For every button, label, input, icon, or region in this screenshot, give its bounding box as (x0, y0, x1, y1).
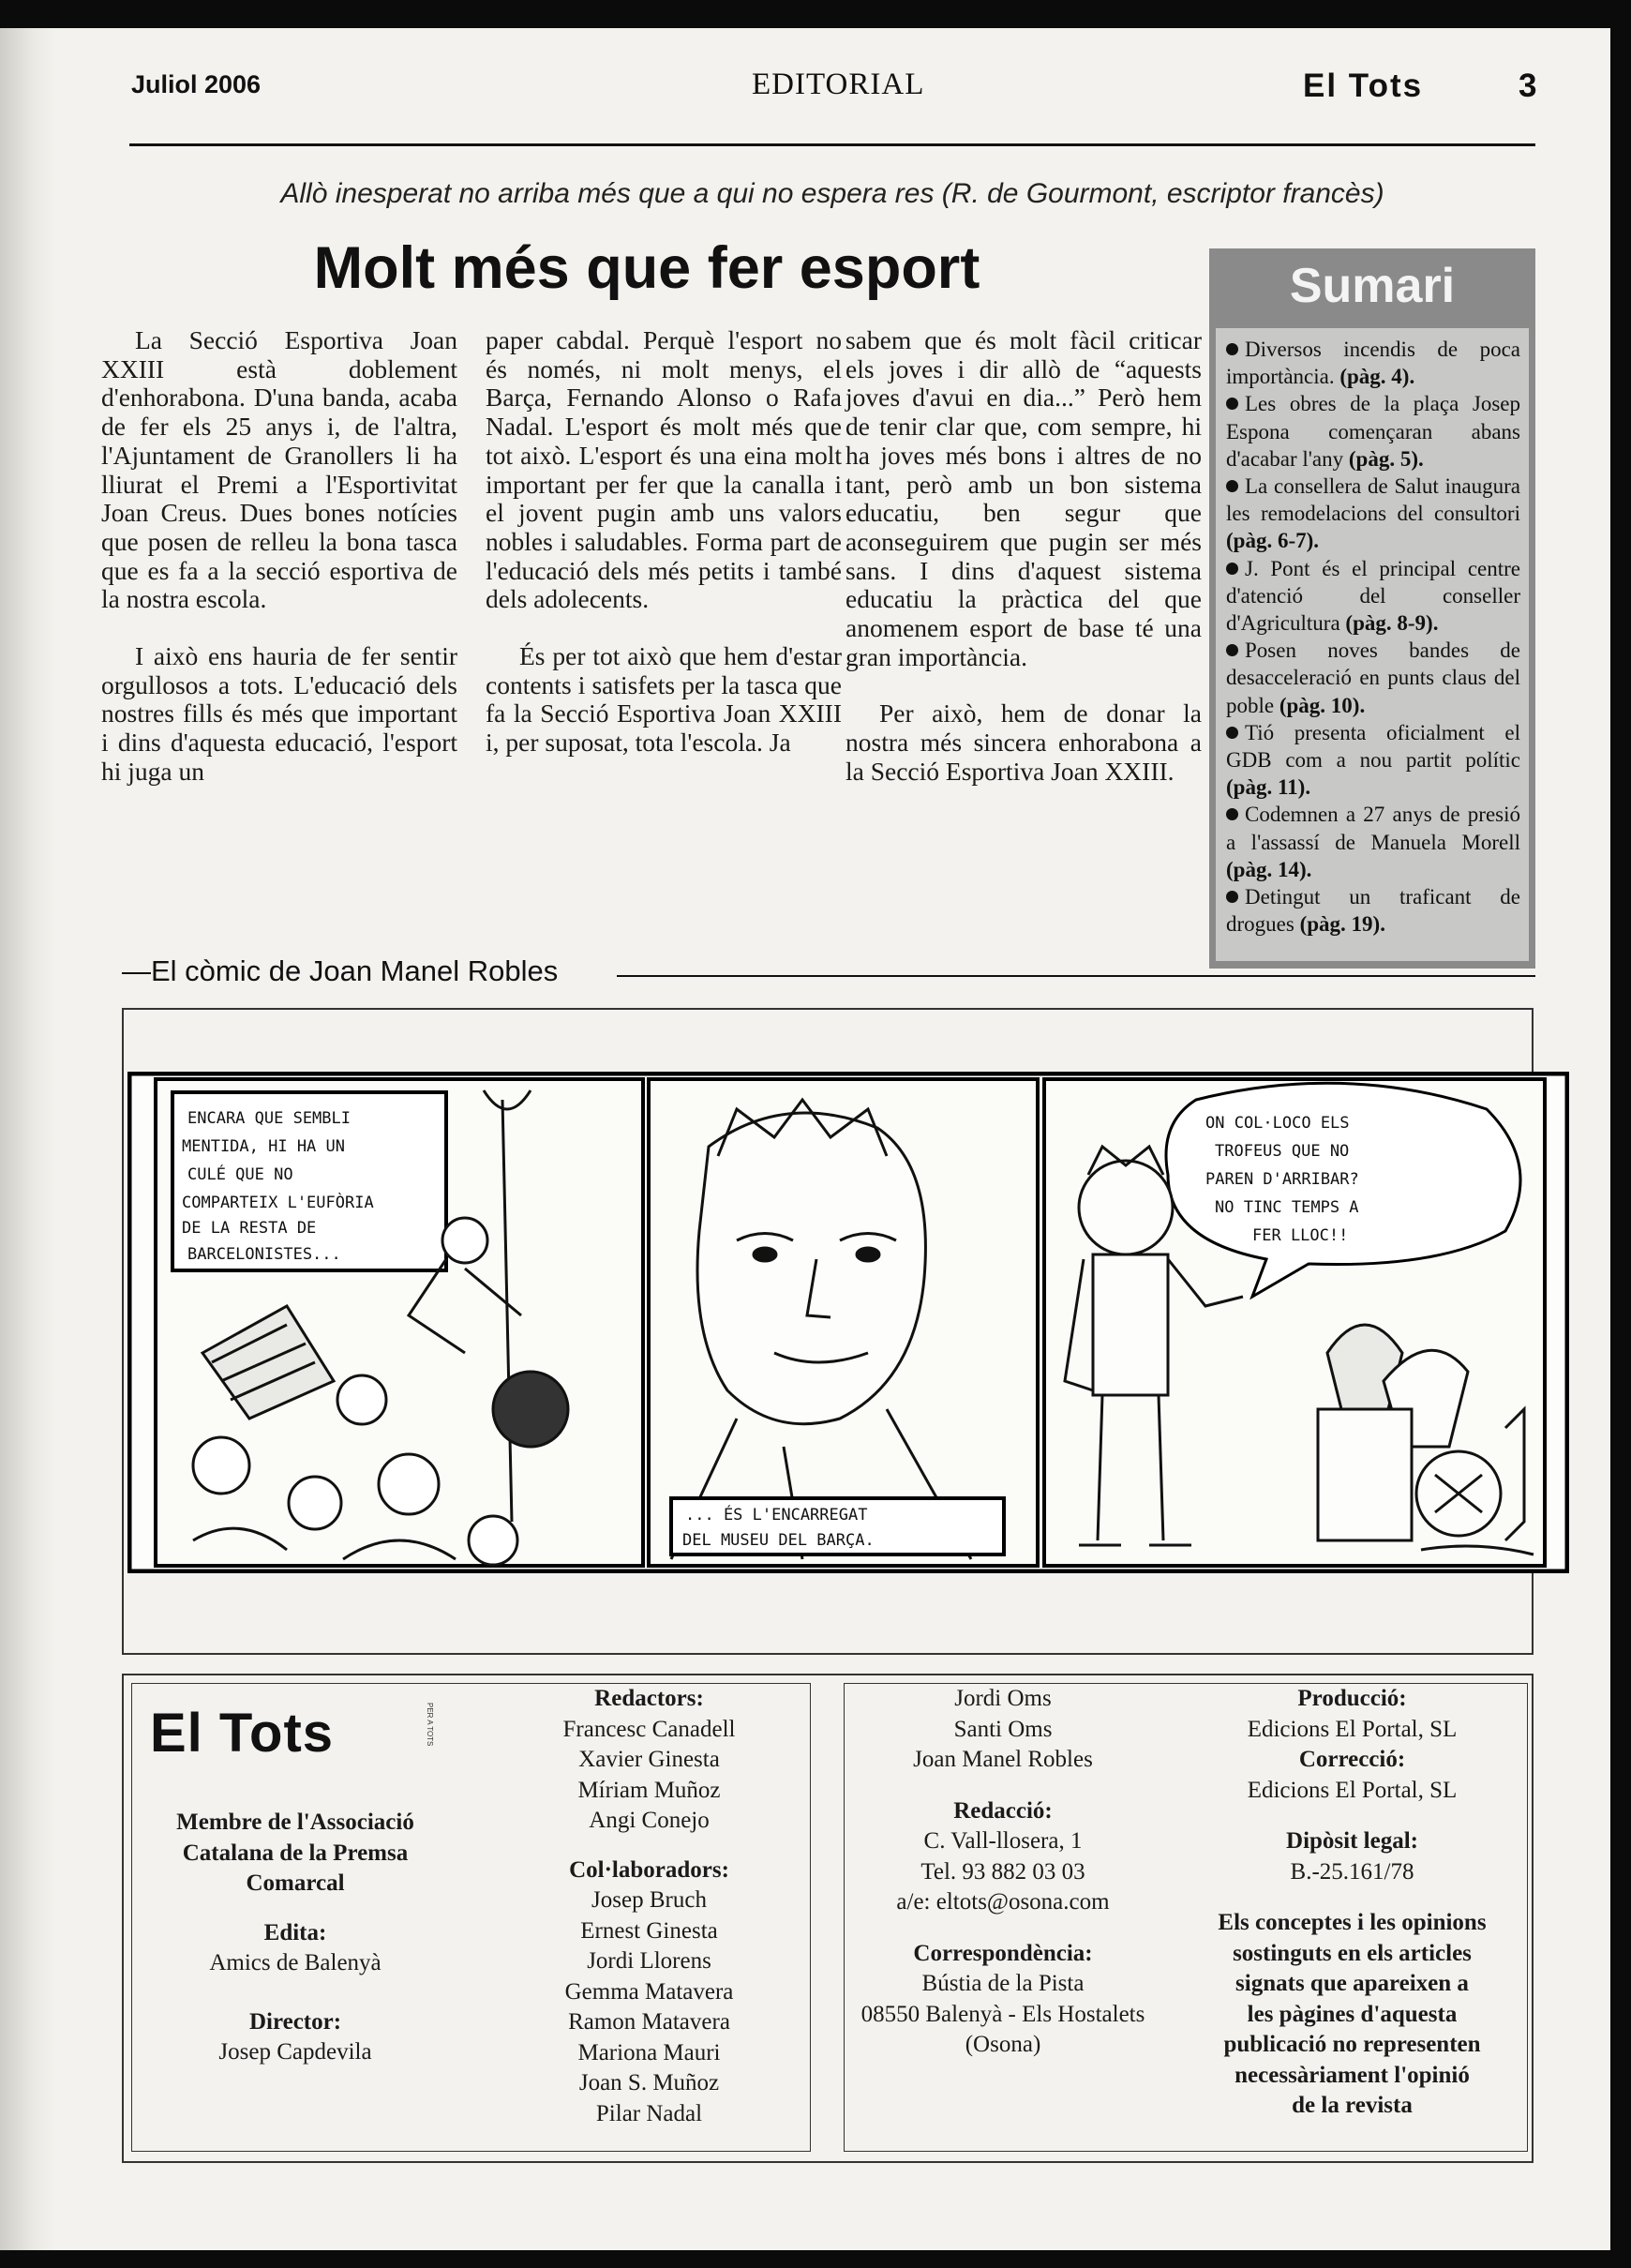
comic-caption-line: BARCELONISTES... (187, 1245, 341, 1264)
collaborador-name: Santi Oms (953, 1716, 1053, 1742)
section-title: EDITORIAL (752, 68, 925, 101)
director-value: Josep Capdevila (218, 2039, 372, 2065)
comic-caption-line: ... ÉS L'ENCARREGAT (685, 1506, 868, 1525)
article-paragraph: La Secció Esportiva Joan XXIII està doblement d'enhorabona. D'una banda, acaba de fer els 25 anys i, de l'altra, l'Ajuntament de Granollers li ha lliurat el Premi a l'Esportivitat Joan Creus. Dues bones notícies que posen de relleu la bona tasca que es fa a la secció esportiva de la nostra escola. (101, 325, 457, 614)
summary-item: Tió presenta oficialment el GDB com a nou partit polític (pàg. 11). (1226, 720, 1520, 800)
edita-value: Amics de Balenyà (209, 1950, 382, 1975)
edita-label: Edita: (263, 1919, 327, 1945)
publication-name: El Tots (1303, 68, 1424, 104)
bubble-line: ON COL·LOCO ELS (1205, 1114, 1350, 1133)
correccio-value: Edicions El Portal, SL (1247, 1777, 1458, 1803)
diposit-label: Dipòsit legal: (1286, 1828, 1418, 1854)
redactor-name: Míriam Muñoz (577, 1777, 721, 1803)
redaccio-line: Tel. 93 882 03 03 (920, 1858, 1085, 1885)
collaborador-name: Ramon Matavera (568, 2009, 730, 2035)
member-line: Comarcal (246, 1870, 345, 1896)
bullet-icon (1226, 480, 1238, 492)
article-paragraph: paper cabdal. Perquè l'esport no és només, ni molt menys, el Barça, Fernando Alonso o Rafa Nadal. L'esport és molt més que tot això. L'esport és una eina molt important per fer que la canalla i el jovent pugin amb uns valors nobles i saludables. Forma part de l'educació dels més petits i també dels adolecents. (486, 325, 842, 614)
bullet-icon (1226, 644, 1238, 656)
comic-panel-2 (649, 1079, 1038, 1566)
masthead-col-4 (1186, 1684, 1519, 2122)
redactor-name: Angi Conejo (589, 1808, 710, 1833)
disclaimer-line: signats que apareixen a (1235, 1971, 1469, 1996)
summary-list (1226, 336, 1520, 938)
redactor-name: Francesc Canadell (562, 1716, 736, 1742)
comic-strip (127, 1072, 1569, 1573)
bullet-icon (1226, 563, 1238, 575)
redaccio-line: a/e: eltots@osona.com (896, 1889, 1110, 1915)
collaborador-name: Mariona Mauri (577, 2039, 721, 2065)
publication-logo: El Tots (150, 1703, 335, 1764)
collaborador-name: Jordi Oms (954, 1686, 1052, 1711)
member-line: Membre de l'Associació (176, 1810, 414, 1835)
comic-caption-line: COMPARTEIX L'EUFÒRIA (182, 1194, 374, 1212)
member-line: Catalana de la Premsa (182, 1840, 409, 1866)
summary-title: Sumari (1289, 259, 1456, 313)
summary-item: Posen noves bandes de desacceleració en punts claus del poble (pàg. 10). (1226, 638, 1520, 717)
disclaimer-line: de la revista (1292, 2093, 1413, 2118)
epigraph-quote: Allò inesperat no arriba més que a qui no espera res (R. de Gourmont, escriptor francès) (280, 178, 1384, 209)
comic-caption-line: CULÉ QUE NO (187, 1165, 293, 1184)
collaborador-name: Ernest Ginesta (580, 1917, 718, 1944)
collaborador-name: Pilar Nadal (595, 2100, 703, 2126)
director-label: Director: (248, 2008, 342, 2035)
bubble-line: PAREN D'ARRIBAR? (1205, 1170, 1359, 1189)
bullet-icon (1226, 398, 1238, 410)
bullet-icon (1226, 891, 1238, 903)
collaborador-name: Joan Manel Robles (913, 1747, 1093, 1772)
comic-section-label: —El còmic de Joan Manel Robles (122, 954, 559, 987)
collaborador-name: Joan S. Muñoz (578, 2070, 720, 2095)
masthead-col-1 (141, 1808, 450, 2068)
bubble-line: TROFEUS QUE NO (1215, 1142, 1350, 1161)
correspondencia-label: Correspondència: (913, 1940, 1093, 1966)
comic-caption-line: ENCARA QUE SEMBLI (187, 1109, 351, 1128)
summary-item: Diversos incendis de poca importància. (pàg. 4). (1226, 338, 1520, 389)
diposit-value: B.-25.161/78 (1290, 1858, 1414, 1885)
bubble-line: NO TINC TEMPS A (1215, 1198, 1359, 1217)
redaccio-line: C. Vall-llosera, 1 (923, 1828, 1083, 1854)
article-paragraph: Per això, hem de donar la nostra més sincera enhorabona a la Secció Esportiva Joan XXIII. (845, 698, 1202, 786)
article-headline: Molt més que fer esport (313, 235, 980, 301)
bubble-line: FER LLOC!! (1252, 1226, 1349, 1245)
article-paragraph: sabem que és molt fàcil criticar els joves i dir allò de “aquests joves d'avui en dia...” Però hem de tenir clar que, com sempre, hi ha joves més bons i altres de no tant, però amb un bon sistema educatiu, ben segur que aconseguirem que pugin ser més sans. I dins d'aquest sistema educatiu la pràctica del que anomenem esport de base té una gran importància. (845, 325, 1202, 671)
bullet-icon (1226, 808, 1238, 820)
comic-caption-line: DE LA RESTA DE (182, 1219, 317, 1238)
redactor-name: Xavier Ginesta (578, 1747, 720, 1772)
disclaimer-line: Els conceptes i les opinions (1218, 1910, 1487, 1935)
summary-item: Les obres de la plaça Josep Espona començaran abans d'acabar l'any (pàg. 5). (1226, 392, 1520, 471)
page-number: 3 (1519, 68, 1537, 104)
produccio-value: Edicions El Portal, SL (1247, 1716, 1458, 1742)
article-paragraph: I això ens hauria de fer sentir orgullosos a tots. L'educació dels nostres fills és més que important i dins d'aquesta educació, l'esport hi juga un (101, 641, 457, 786)
disclaimer-line: publicació no representen (1223, 2032, 1481, 2057)
logo-tagline: PER A TOTS (426, 1703, 434, 1747)
comic-panel-3 (1044, 1079, 1545, 1566)
masthead-col-3 (834, 1684, 1172, 2061)
collaborador-name: Gemma Matavera (564, 1978, 734, 2005)
redaccio-label: Redacció: (953, 1797, 1053, 1824)
article-column-3 (845, 326, 1202, 815)
article-paragraph: És per tot això que hem d'estar contents i satisfets per la tasca que fa la Secció Esportiva Joan XXIII i, per suposat, tota l'escola. Ja (486, 641, 842, 758)
comic-label-rule (617, 975, 1535, 977)
disclaimer-line: necessàriament l'opinió (1234, 2062, 1470, 2088)
summary-item: La consellera de Salut inaugura les remodelacions del consultori (pàg. 6-7). (1226, 474, 1520, 553)
header-rule (129, 143, 1535, 146)
summary-item: Detingut un traficant de drogues (pàg. 19). (1226, 885, 1520, 937)
article-column-1 (101, 326, 457, 815)
disclaimer-line: les pàgines d'aquesta (1247, 2001, 1458, 2027)
disclaimer-line: sostinguts en els articles (1233, 1940, 1472, 1966)
correspondencia-line: (Osona) (965, 2032, 1041, 2057)
summary-item: Codemnen a 27 anys de presió a l'assassí de Manuela Morell (pàg. 14). (1226, 803, 1520, 881)
bullet-icon (1226, 727, 1238, 739)
correspondencia-line: 08550 Balenyà - Els Hostalets (860, 2001, 1145, 2027)
summary-item: J. Pont és el principal centre d'atenció del conseller d'Agricultura (pàg. 8-9). (1226, 556, 1520, 636)
masthead-col-2 (497, 1684, 801, 2129)
correspondencia-line: Bústia de la Pista (921, 1971, 1085, 1996)
redactors-label: Redactors: (594, 1686, 704, 1711)
bullet-icon (1226, 343, 1238, 355)
collaborador-name: Jordi Llorens (587, 1948, 711, 1974)
issue-date: Juliol 2006 (131, 70, 262, 98)
correccio-label: Correcció: (1298, 1747, 1406, 1772)
comic-caption-line: DEL MUSEU DEL BARÇA. (682, 1531, 875, 1550)
collaborador-name: Josep Bruch (591, 1887, 707, 1913)
comic-panel-1 (156, 1079, 643, 1566)
comic-caption-line: MENTIDA, HI HA UN (182, 1137, 345, 1156)
collaboradors-label: Col·laboradors: (569, 1856, 729, 1883)
produccio-label: Producció: (1297, 1686, 1407, 1711)
article-column-2 (486, 326, 842, 786)
